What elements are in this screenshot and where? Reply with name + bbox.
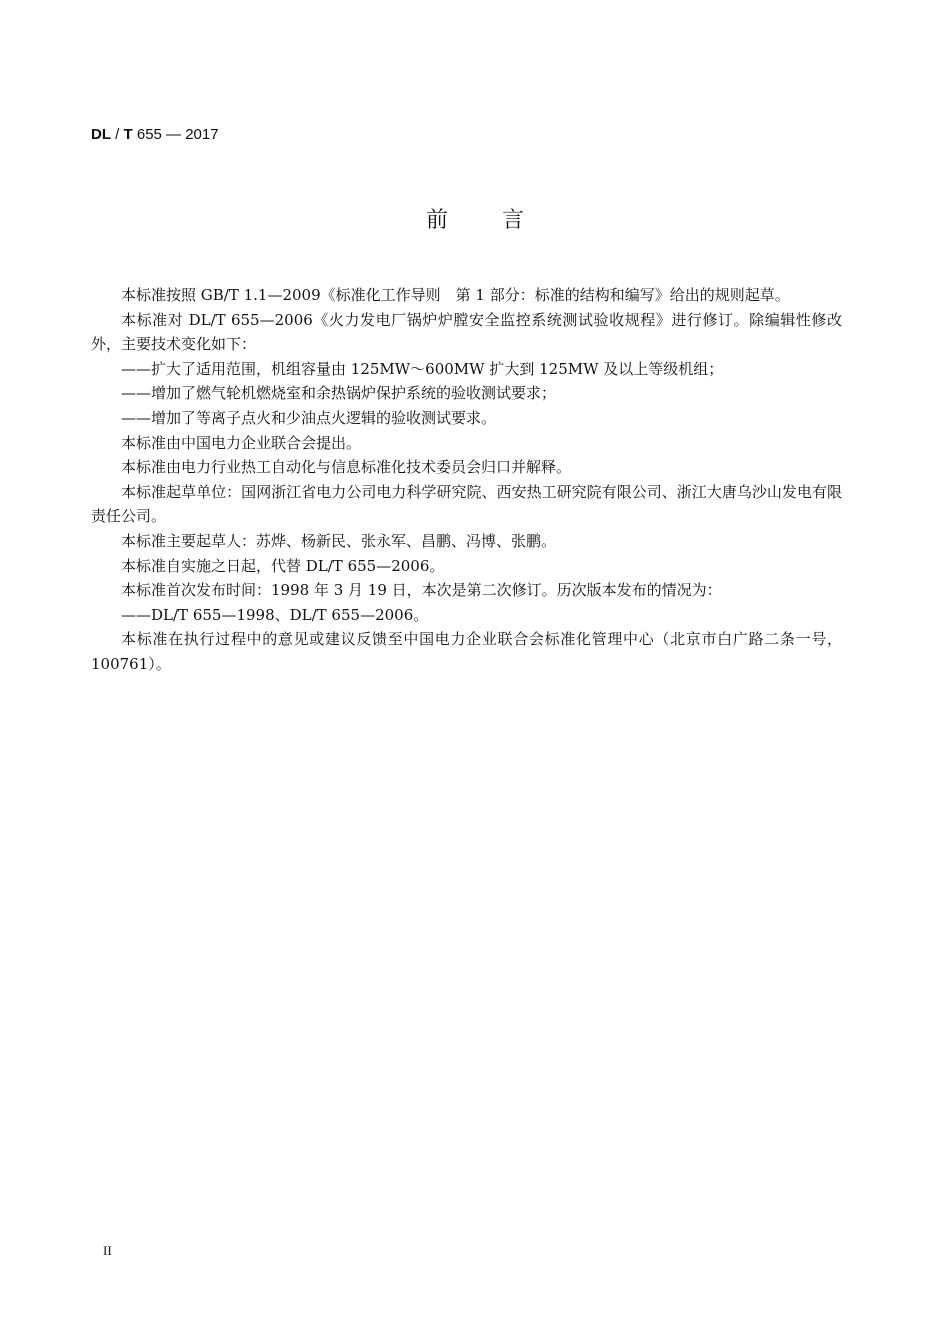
paragraph-revision-intro: 本标准对 DL/T 655—2006《火力发电厂锅炉炉膛安全监控系统测试验收规程》进行修订。除编辑性修改外，主要技术变化如下：: [91, 310, 842, 354]
standard-code-t: T: [123, 126, 133, 143]
paragraph-change-gas-turbine: ——增加了燃气轮机燃烧室和余热锅炉保护系统的验收测试要求；: [121, 384, 557, 403]
paragraph-change-ignition: ——增加了等离子点火和少油点火逻辑的验收测试要求。: [121, 408, 497, 427]
page-title: [0, 206, 950, 236]
paragraph-release-history: 本标准首次发布时间：1998 年 3 月 19 日，本次是第二次修订。历次版本发布的情况为：: [121, 581, 722, 600]
paragraph-proposed-by: 本标准由中国电力企业联合会提出。: [121, 433, 362, 452]
paragraph-drafters: 本标准主要起草人：苏烨、杨新民、张永军、昌鹏、冯博、张鹏。: [121, 531, 557, 550]
paragraph-replaces: 本标准自实施之日起，代替 DL/T 655—2006。: [121, 556, 445, 575]
standard-code-separator: /: [111, 126, 124, 143]
paragraph-change-scope: ——扩大了适用范围，机组容量由 125MW～600MW 扩大到 125MW 及以上等级机组；: [121, 359, 724, 378]
foreword-body: [91, 283, 842, 677]
paragraph-feedback: 本标准在执行过程中的意见或建议反馈至中国电力企业联合会标准化管理中心（北京市白广路二条一号，100761）。: [91, 630, 842, 673]
paragraph-drafting-rules: 本标准按照 GB/T 1.1—2009《标准化工作导则 第 1 部分：标准的结构和编写》给出的规则起草。: [121, 286, 790, 304]
paragraph-drafting-units: 本标准起草单位：国网浙江省电力公司电力科学研究院、西安热工研究院有限公司、浙江大唐乌沙山发电有限责任公司。: [91, 482, 842, 526]
standard-code-header: [91, 125, 219, 145]
standard-code-number: 655 — 2017: [132, 126, 219, 143]
title-char-1: 前: [425, 208, 448, 233]
page-number: II: [103, 1243, 112, 1258]
standard-code-prefix: DL: [91, 126, 111, 143]
title-char-2: 言: [502, 208, 525, 233]
paragraph-administered-by: 本标准由电力行业热工自动化与信息标准化技术委员会归口并解释。: [121, 458, 572, 477]
paragraph-previous-editions: ——DL/T 655—1998、DL/T 655—2006。: [121, 605, 429, 624]
